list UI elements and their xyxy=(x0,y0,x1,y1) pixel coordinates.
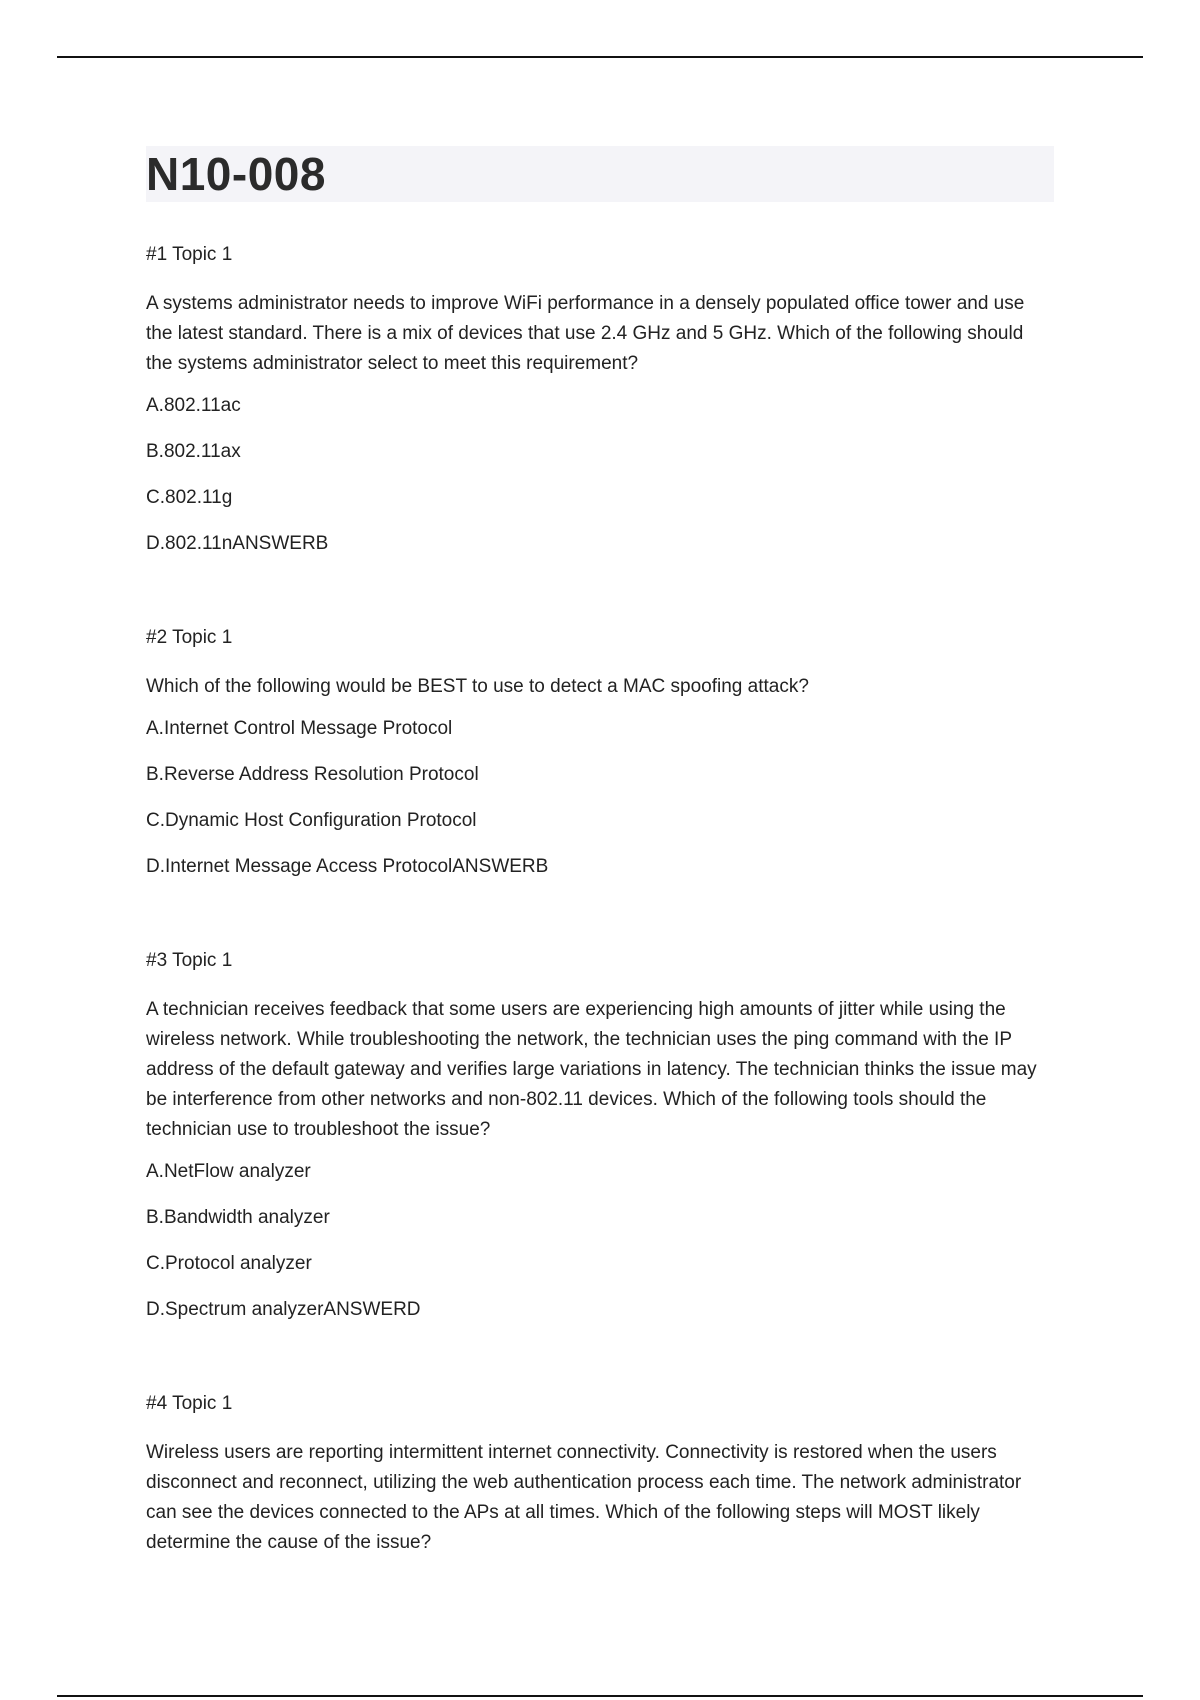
document-title: N10-008 xyxy=(146,148,326,200)
option-c: C.Protocol analyzer xyxy=(146,1253,312,1274)
option-a: A.802.11ac xyxy=(146,395,241,416)
option-b: B.Bandwidth analyzer xyxy=(146,1207,330,1228)
question-text: A systems administrator needs to improve WiFi performance in a densely populated office tower and use the latest standard. There is a mix of devices that use 2.4 GHz and 5 GHz. Which of the following should the systems administrator select to meet this requirement? xyxy=(146,293,1025,374)
option-d: D.Spectrum analyzerANSWERD xyxy=(146,1299,421,1320)
option-c: C.Dynamic Host Configuration Protocol xyxy=(146,810,477,831)
top-rule xyxy=(57,56,1143,58)
option-b: B.Reverse Address Resolution Protocol xyxy=(146,764,479,785)
bottom-rule xyxy=(57,1695,1143,1697)
question-header: #2 Topic 1 xyxy=(146,627,233,648)
question-2 xyxy=(146,625,1054,880)
option-d: D.Internet Message Access ProtocolANSWERB xyxy=(146,856,549,877)
question-text: Wireless users are reporting intermittent internet connectivity. Connectivity is restored when the users disconnect and reconnect, utilizing the web authentication process each time. The network administrator can see the devices connected to the APs at all times. Which of the following steps will MOST likely determine the cause of the issue? xyxy=(146,1442,1022,1553)
question-3 xyxy=(146,948,1054,1323)
option-b: B.802.11ax xyxy=(146,441,241,462)
question-header: #4 Topic 1 xyxy=(146,1393,233,1414)
question-header: #1 Topic 1 xyxy=(146,244,233,265)
option-a: A.Internet Control Message Protocol xyxy=(146,718,453,739)
option-c: C.802.11g xyxy=(146,487,233,508)
question-header: #3 Topic 1 xyxy=(146,950,233,971)
question-text: A technician receives feedback that some users are experiencing high amounts of jitter while using the wireless network. While troubleshooting the network, the technician uses the ping command with the IP address of the default gateway and verifies large variations in latency. The technician thinks the issue may be interference from other networks and non-802.11 devices. Which of the following tools should the technician use to troubleshoot the issue? xyxy=(146,999,1037,1140)
question-1 xyxy=(146,242,1054,557)
question-4 xyxy=(146,1391,1054,1558)
title-block xyxy=(146,146,1054,202)
document-body xyxy=(146,146,1054,1572)
option-a: A.NetFlow analyzer xyxy=(146,1161,311,1182)
option-d: D.802.11nANSWERB xyxy=(146,533,329,554)
question-text: Which of the following would be BEST to use to detect a MAC spoofing attack? xyxy=(146,676,809,697)
